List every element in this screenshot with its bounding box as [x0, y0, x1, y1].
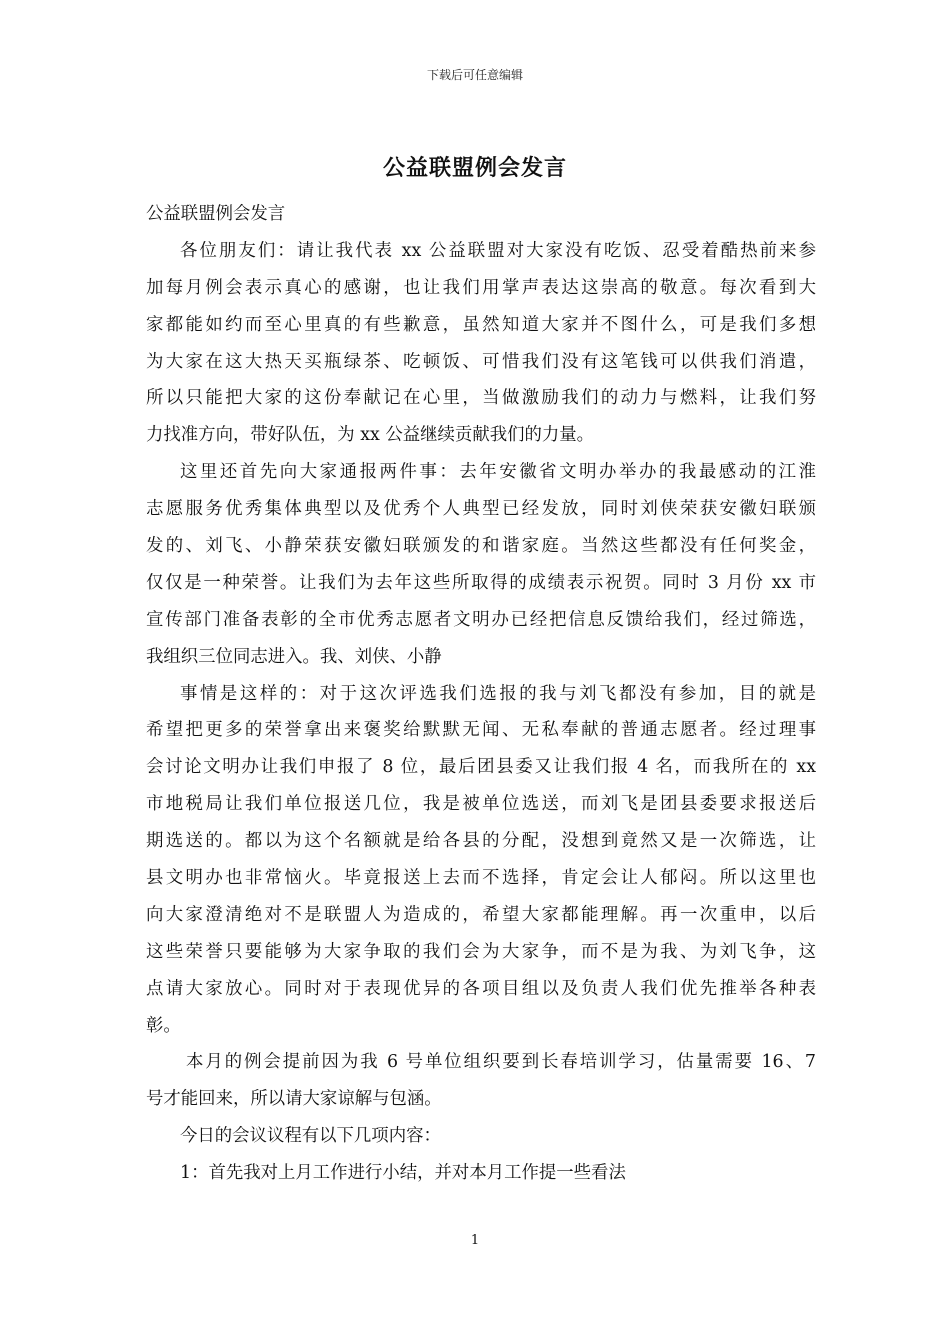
body-line: 县文明办也非常恼火。毕竟报送上去而不选择，肯定会让人郁闷。所以这里也 [146, 868, 816, 889]
body-line: 期选送的。都以为这个名额就是给各县的分配，没想到竟然又是一次筛选，让 [146, 831, 816, 852]
body-line: 会讨论文明办让我们申报了 8 位，最后团县委又让我们报 4 名，而我所在的 xx [146, 757, 816, 778]
body-line: 宣传部门准备表彰的全市优秀志愿者文明办已经把信息反馈给我们，经过筛选， [146, 609, 816, 630]
body-line: 加每月例会表示真心的感谢，也让我们用掌声表达这崇高的敬意。每次看到大 [146, 277, 816, 298]
body-line: 今日的会议议程有以下几项内容： [180, 1126, 441, 1147]
body-line: 志愿服务优秀集体典型以及优秀个人典型已经发放，同时刘侠荣获安徽妇联颁 [146, 499, 816, 520]
page-number: 1 [470, 1233, 480, 1248]
body-line: 1：首先我对上月工作进行小结，并对本月工作提一些看法 [180, 1163, 626, 1184]
body-line: 这里还首先向大家通报两件事：去年安徽省文明办举办的我最感动的江淮 [180, 462, 816, 483]
body-line: 我组织三位同志进入。我、刘侠、小静 [146, 646, 442, 667]
body-line: 希望把更多的荣誉拿出来褒奖给默默无闻、无私奉献的普通志愿者。经过理事 [146, 720, 816, 741]
body-line: 各位朋友们：请让我代表 xx 公益联盟对大家没有吃饭、忍受着酷热前来参 [180, 240, 816, 261]
body-line: 发的、刘飞、小静荣获安徽妇联颁发的和谐家庭。当然这些都没有任何奖金， [146, 536, 816, 557]
document-title: 公益联盟例会发言 [382, 156, 567, 181]
document-body [146, 196, 816, 1192]
body-line: 仅仅是一种荣誉。让我们为去年这些所取得的成绩表示祝贺。同时 3 月份 xx 市 [146, 572, 816, 593]
body-line: 家都能如约而至心里真的有些歉意，虽然知道大家并不图什么，可是我们多想 [146, 314, 816, 335]
body-line: 彰。 [146, 1015, 181, 1036]
body-line: 为大家在这大热天买瓶绿茶、吃顿饭、可惜我们没有这笔钱可以供我们消遣， [146, 351, 816, 372]
body-line: 向大家澄清绝对不是联盟人为造成的，希望大家都能理解。再一次重申，以后 [146, 904, 816, 925]
header-note: 下载后可任意编辑 [426, 68, 523, 82]
body-line: 所以只能把大家的这份奉献记在心里，当做激励我们的动力与燃料，让我们努 [146, 388, 816, 409]
body-line: 市地税局让我们单位报送几位，我是被单位选送，而刘飞是团县委要求报送后 [146, 794, 816, 815]
body-line: 力找准方向，带好队伍，为 xx 公益继续贡献我们的力量。 [146, 425, 595, 446]
body-line: 号才能回来，所以请大家谅解与包涵。 [146, 1089, 442, 1110]
body-line: 这些荣誉只要能够为大家争取的我们会为大家争，而不是为我、为刘飞争，这 [146, 941, 816, 962]
body-line: 本月的例会提前因为我 6 号单位组织要到长春培训学习，估量需要 16、7 [186, 1052, 816, 1073]
body-line: 点请大家放心。同时对于表现优异的各项目组以及负责人我们优先推举各种表 [146, 978, 816, 999]
body-line: 公益联盟例会发言 [146, 204, 286, 224]
body-line: 事情是这样的：对于这次评选我们选报的我与刘飞都没有参加，目的就是 [180, 683, 816, 704]
